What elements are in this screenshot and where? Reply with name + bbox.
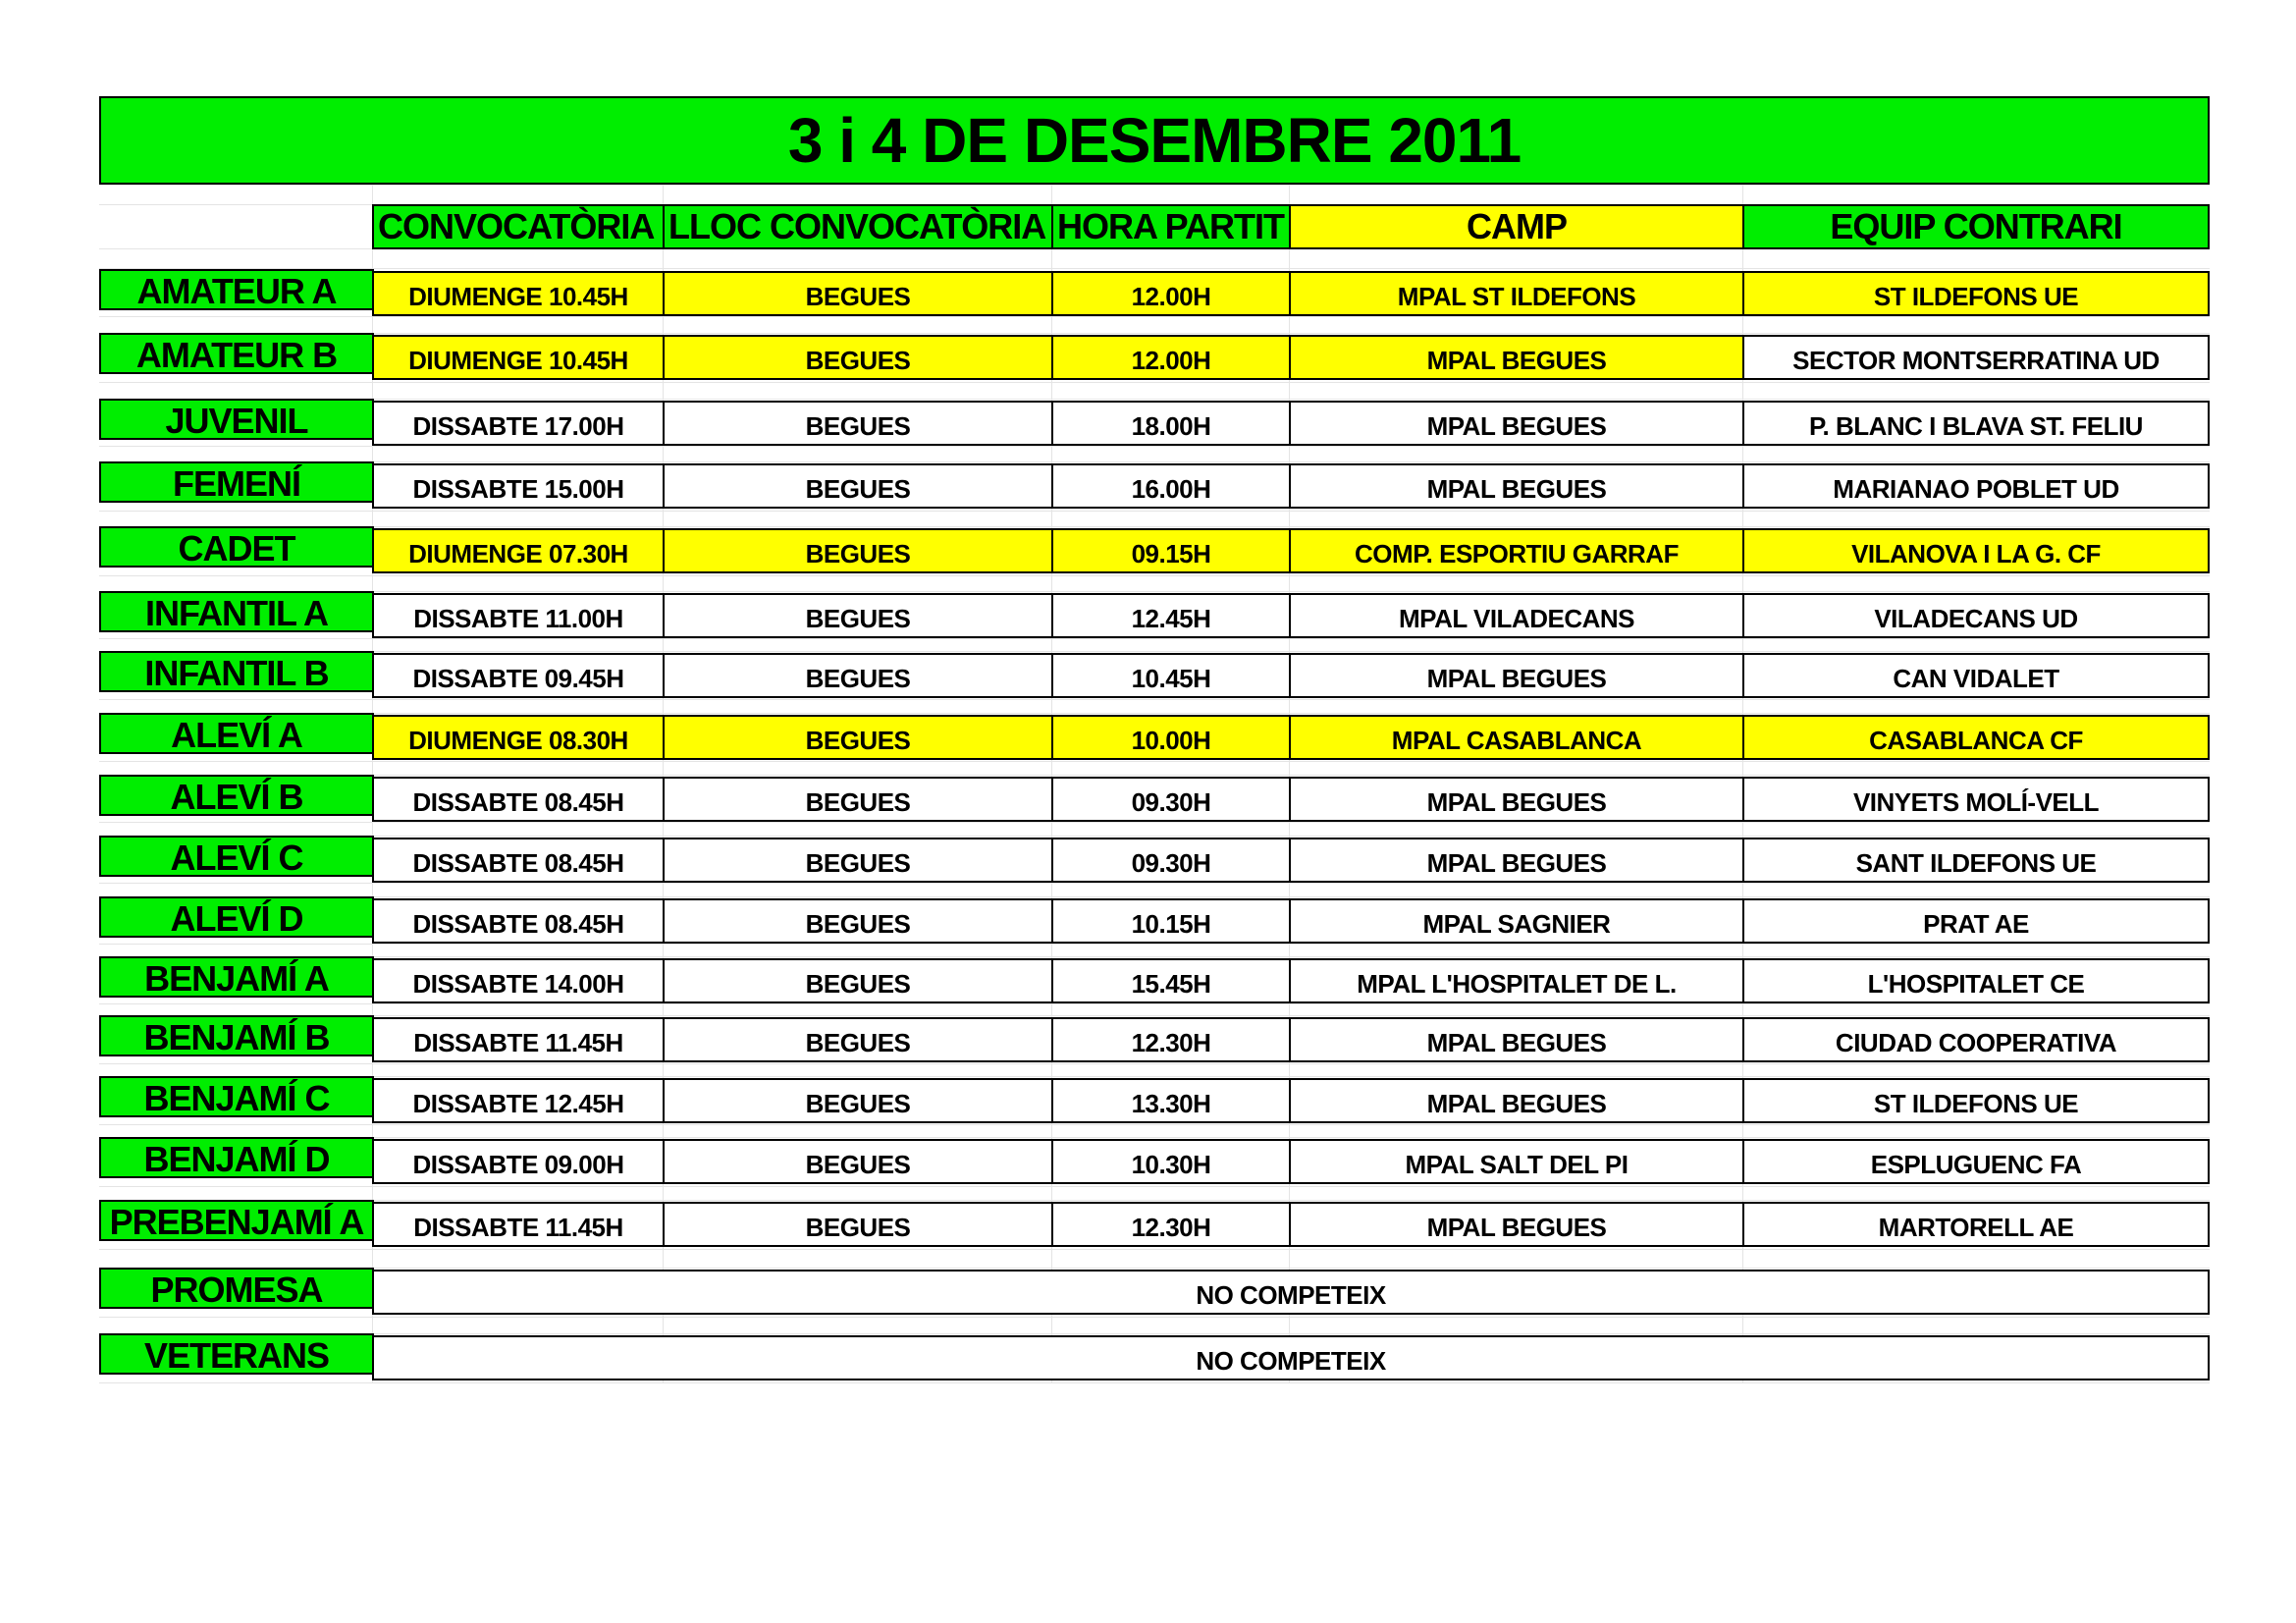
- category-label: AMATEUR B: [99, 333, 374, 374]
- cell-conv: DISSABTE 09.00H: [372, 1139, 665, 1184]
- cell-equip: ESPLUGUENC FA: [1742, 1139, 2210, 1184]
- cell-lloc: BEGUES: [663, 777, 1053, 822]
- cell-lloc: BEGUES: [663, 1078, 1053, 1123]
- gridline-h: [99, 446, 2210, 447]
- cell-conv: DIUMENGE 10.45H: [372, 271, 665, 316]
- gridline-h: [99, 775, 2210, 776]
- gridline-h: [99, 1333, 2210, 1334]
- cell-lloc: BEGUES: [663, 528, 1053, 573]
- cell-camp: MPAL BEGUES: [1289, 463, 1744, 509]
- cell-equip: CASABLANCA CF: [1742, 715, 2210, 760]
- cell-lloc: BEGUES: [663, 838, 1053, 883]
- cell-lloc: BEGUES: [663, 1017, 1053, 1062]
- cell-lloc: BEGUES: [663, 463, 1053, 509]
- cell-lloc: BEGUES: [663, 715, 1053, 760]
- category-label: BENJAMÍ B: [99, 1015, 374, 1056]
- gridline-h: [99, 575, 2210, 576]
- category-label: INFANTIL B: [99, 651, 374, 692]
- cell-hora: 10.30H: [1051, 1139, 1291, 1184]
- cell-camp: MPAL SAGNIER: [1289, 898, 1744, 944]
- cell-camp: MPAL BEGUES: [1289, 335, 1744, 380]
- category-label: ALEVÍ A: [99, 713, 374, 754]
- cell-camp: MPAL BEGUES: [1289, 1202, 1744, 1247]
- cell-equip: MARIANAO POBLET UD: [1742, 463, 2210, 509]
- cell-equip: PRAT AE: [1742, 898, 2210, 944]
- cell-conv: DISSABTE 14.00H: [372, 958, 665, 1003]
- gridline-h: [99, 268, 2210, 269]
- gridline-h: [99, 1076, 2210, 1077]
- cell-conv: DIUMENGE 10.45H: [372, 335, 665, 380]
- cell-lloc: BEGUES: [663, 1202, 1053, 1247]
- cell-equip: MARTORELL AE: [1742, 1202, 2210, 1247]
- no-compete-cell: NO COMPETEIX: [372, 1270, 2210, 1315]
- gridline-h: [99, 382, 2210, 383]
- category-label: ALEVÍ C: [99, 836, 374, 877]
- category-label: AMATEUR A: [99, 269, 374, 310]
- gridline-h: [99, 651, 2210, 652]
- cell-hora: 09.30H: [1051, 838, 1291, 883]
- gridline-h: [99, 638, 2210, 639]
- header-equip: EQUIP CONTRARI: [1742, 204, 2210, 249]
- page-title: 3 i 4 DE DESEMBRE 2011: [99, 96, 2210, 185]
- cell-conv: DISSABTE 09.45H: [372, 653, 665, 698]
- cell-lloc: BEGUES: [663, 898, 1053, 944]
- gridline-h: [99, 1124, 2210, 1125]
- category-label: BENJAMÍ C: [99, 1076, 374, 1117]
- cell-camp: MPAL BEGUES: [1289, 401, 1744, 446]
- cell-conv: DISSABTE 08.45H: [372, 838, 665, 883]
- cell-hora: 16.00H: [1051, 463, 1291, 509]
- cell-conv: DISSABTE 11.45H: [372, 1202, 665, 1247]
- gridline-h: [99, 836, 2210, 837]
- cell-hora: 12.30H: [1051, 1202, 1291, 1247]
- cell-camp: MPAL BEGUES: [1289, 777, 1744, 822]
- gridline-h: [99, 896, 2210, 897]
- cell-hora: 09.15H: [1051, 528, 1291, 573]
- gridline-h: [99, 1200, 2210, 1201]
- gridline-h: [99, 399, 2210, 400]
- cell-conv: DISSABTE 11.45H: [372, 1017, 665, 1062]
- cell-hora: 10.45H: [1051, 653, 1291, 698]
- gridline-h: [99, 526, 2210, 527]
- cell-conv: DISSABTE 08.45H: [372, 777, 665, 822]
- category-label: VETERANS: [99, 1333, 374, 1375]
- header-lloc: LLOC CONVOCATÒRIA: [663, 204, 1053, 249]
- cell-lloc: BEGUES: [663, 271, 1053, 316]
- gridline-h: [99, 1003, 2210, 1004]
- gridline-h: [99, 1186, 2210, 1187]
- cell-equip: P. BLANC I BLAVA ST. FELIU: [1742, 401, 2210, 446]
- gridline-h: [99, 883, 2210, 884]
- cell-camp: COMP. ESPORTIU GARRAF: [1289, 528, 1744, 573]
- gridline-h: [99, 1317, 2210, 1318]
- category-label: PREBENJAMÍ A: [99, 1200, 374, 1241]
- cell-conv: DISSABTE 15.00H: [372, 463, 665, 509]
- cell-camp: MPAL CASABLANCA: [1289, 715, 1744, 760]
- cell-hora: 12.45H: [1051, 593, 1291, 638]
- gridline-h: [99, 956, 2210, 957]
- cell-hora: 13.30H: [1051, 1078, 1291, 1123]
- cell-camp: MPAL BEGUES: [1289, 653, 1744, 698]
- cell-conv: DISSABTE 17.00H: [372, 401, 665, 446]
- gridline-h: [99, 1249, 2210, 1250]
- cell-equip: VINYETS MOLÍ-VELL: [1742, 777, 2210, 822]
- gridline-h: [99, 822, 2210, 823]
- cell-equip: VILADECANS UD: [1742, 593, 2210, 638]
- cell-lloc: BEGUES: [663, 1139, 1053, 1184]
- gridline-h: [99, 461, 2210, 462]
- cell-hora: 12.00H: [1051, 271, 1291, 316]
- gridline-h: [99, 511, 2210, 512]
- cell-hora: 18.00H: [1051, 401, 1291, 446]
- cell-hora: 12.30H: [1051, 1017, 1291, 1062]
- cell-conv: DISSABTE 11.00H: [372, 593, 665, 638]
- cell-equip: CIUDAD COOPERATIVA: [1742, 1017, 2210, 1062]
- cell-equip: L'HOSPITALET CE: [1742, 958, 2210, 1003]
- category-label: PROMESA: [99, 1268, 374, 1309]
- cell-equip: SECTOR MONTSERRATINA UD: [1742, 335, 2210, 380]
- cell-camp: MPAL BEGUES: [1289, 1017, 1744, 1062]
- gridline-h: [99, 713, 2210, 714]
- gridline-h: [99, 333, 2210, 334]
- cell-camp: MPAL L'HOSPITALET DE L.: [1289, 958, 1744, 1003]
- gridline-h: [99, 761, 2210, 762]
- gridline-h: [99, 591, 2210, 592]
- header-camp: CAMP: [1289, 204, 1744, 249]
- cell-camp: MPAL SALT DEL PI: [1289, 1139, 1744, 1184]
- cell-hora: 09.30H: [1051, 777, 1291, 822]
- gridline-h: [99, 944, 2210, 945]
- cell-lloc: BEGUES: [663, 401, 1053, 446]
- category-label: FEMENÍ: [99, 461, 374, 503]
- cell-lloc: BEGUES: [663, 593, 1053, 638]
- cell-hora: 12.00H: [1051, 335, 1291, 380]
- gridline-h: [99, 1382, 2210, 1383]
- gridline-h: [99, 1137, 2210, 1138]
- cell-camp: MPAL BEGUES: [1289, 838, 1744, 883]
- cell-hora: 15.45H: [1051, 958, 1291, 1003]
- category-label: ALEVÍ B: [99, 775, 374, 816]
- cell-equip: VILANOVA I LA G. CF: [1742, 528, 2210, 573]
- cell-conv: DIUMENGE 07.30H: [372, 528, 665, 573]
- cell-equip: CAN VIDALET: [1742, 653, 2210, 698]
- gridline-h: [99, 1063, 2210, 1064]
- cell-hora: 10.00H: [1051, 715, 1291, 760]
- category-label: JUVENIL: [99, 399, 374, 440]
- cell-conv: DISSABTE 12.45H: [372, 1078, 665, 1123]
- category-label: BENJAMÍ A: [99, 956, 374, 998]
- category-label: BENJAMÍ D: [99, 1137, 374, 1178]
- cell-camp: MPAL ST ILDEFONS: [1289, 271, 1744, 316]
- header-hora: HORA PARTIT: [1051, 204, 1291, 249]
- gridline-h: [99, 1268, 2210, 1269]
- gridline-h: [99, 185, 2210, 186]
- cell-lloc: BEGUES: [663, 335, 1053, 380]
- cell-equip: SANT ILDEFONS UE: [1742, 838, 2210, 883]
- category-label: CADET: [99, 526, 374, 568]
- category-label: ALEVÍ D: [99, 896, 374, 938]
- cell-equip: ST ILDEFONS UE: [1742, 1078, 2210, 1123]
- header-conv: CONVOCATÒRIA: [372, 204, 665, 249]
- cell-lloc: BEGUES: [663, 958, 1053, 1003]
- no-compete-cell: NO COMPETEIX: [372, 1335, 2210, 1380]
- category-label: INFANTIL A: [99, 591, 374, 632]
- gridline-h: [99, 316, 2210, 317]
- cell-conv: DIUMENGE 08.30H: [372, 715, 665, 760]
- cell-camp: MPAL VILADECANS: [1289, 593, 1744, 638]
- cell-equip: ST ILDEFONS UE: [1742, 271, 2210, 316]
- gridline-h: [99, 699, 2210, 700]
- cell-conv: DISSABTE 08.45H: [372, 898, 665, 944]
- cell-hora: 10.15H: [1051, 898, 1291, 944]
- cell-camp: MPAL BEGUES: [1289, 1078, 1744, 1123]
- gridline-h: [99, 1015, 2210, 1016]
- cell-lloc: BEGUES: [663, 653, 1053, 698]
